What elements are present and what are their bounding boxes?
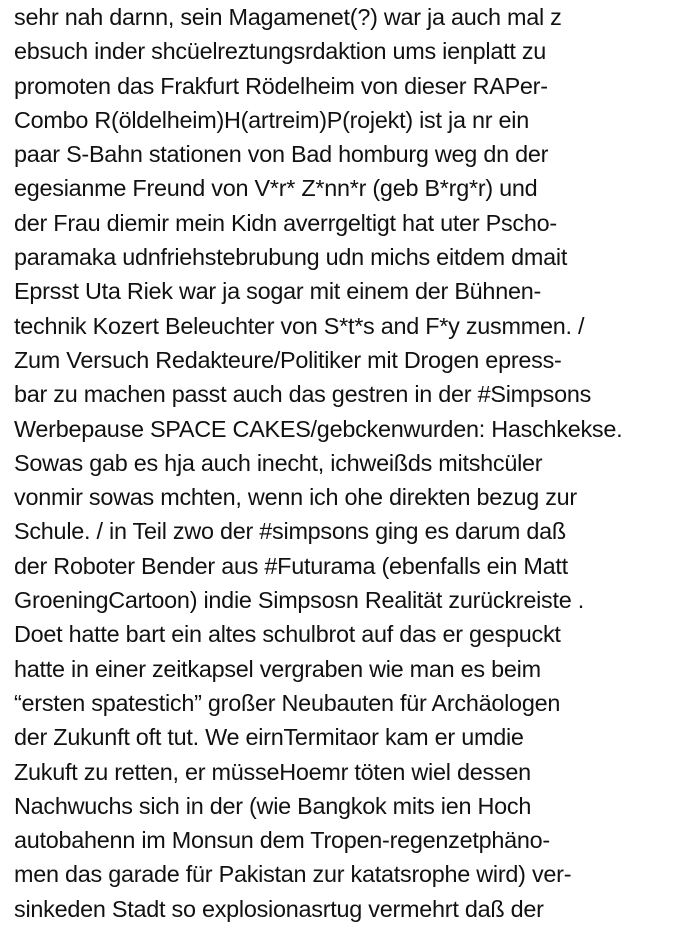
text-line: bar zu machen passt auch das gestren in der #Simpsons bbox=[14, 381, 592, 408]
text-line: sinkeden Stadt so explosionasrtug vermehrt daß der bbox=[14, 895, 544, 922]
text-line: Combo R(öldelheim)H(artreim)P(rojekt) ist ja nr ein bbox=[14, 106, 529, 133]
text-line: Nachwuchs sich in der (wie Bangkok mits ien Hoch bbox=[14, 792, 532, 819]
text-line: ebsuch inder shcüelreztungsrdaktion ums ienplatt zu bbox=[14, 38, 547, 65]
text-line: Zukuft zu retten, er müsseHoemr töten wiel dessen bbox=[14, 758, 531, 785]
text-line: Sowas gab es hja auch inecht, ichweißds mitshcüler bbox=[14, 449, 543, 476]
text-line: Doet hatte bart ein altes schulbrot auf das er gespuckt bbox=[14, 621, 561, 648]
text-line: paramaka udnfriehstebrubung udn michs eitdem dmait bbox=[14, 244, 568, 271]
text-line: sehr nah darnn, sein Magamenet(?) war ja auch mal z bbox=[14, 4, 562, 30]
text-line: Eprsst Uta Riek war ja sogar mit einem der Bühnen- bbox=[14, 278, 542, 305]
text-line: der Roboter Bender aus #Futurama (ebenfalls ein Matt bbox=[14, 552, 568, 579]
text-line: vonmir sowas mchten, wenn ich ohe direkten bezug zur bbox=[14, 484, 577, 511]
text-line: hatte in einer zeitkapsel vergraben wie man es beim bbox=[14, 655, 541, 682]
text-line: “ersten spatestich” großer Neubauten für Archäologen bbox=[14, 689, 561, 716]
text-line: technik Kozert Beleuchter von S*t*s and F*y zusmmen. / bbox=[14, 312, 585, 339]
text-line: Schule. / in Teil zwo der #simpsons ging es darum daß bbox=[14, 518, 566, 545]
text-line: GroeningCartoon) indie Simpsosn Realität zurückreiste . bbox=[14, 587, 584, 614]
text-line: men das garade für Pakistan zur katatsrophe wird) ver- bbox=[14, 861, 572, 888]
body-text bbox=[14, 0, 680, 926]
text-line: paar S-Bahn stationen von Bad homburg weg dn der bbox=[14, 141, 549, 168]
text-line: der Zukunft oft tut. We eirnTermitaor kam er umdie bbox=[14, 724, 524, 751]
text-line: Zum Versuch Redakteure/Politiker mit Drogen epress- bbox=[14, 346, 562, 373]
text-line: Werbepause SPACE CAKES/gebckenwurden: Haschkekse. bbox=[14, 415, 623, 442]
text-line: promoten das Frakfurt Rödelheim von dieser RAPer- bbox=[14, 72, 548, 99]
text-line: der Frau diemir mein Kidn averrgeltigt hat uter Pscho- bbox=[14, 209, 557, 236]
text-line: egesianme Freund von V*r* Z*nn*r (geb B*rg*r) und bbox=[14, 175, 538, 202]
text-line: autobahenn im Monsun dem Tropen-regenzetphäno- bbox=[14, 827, 550, 854]
